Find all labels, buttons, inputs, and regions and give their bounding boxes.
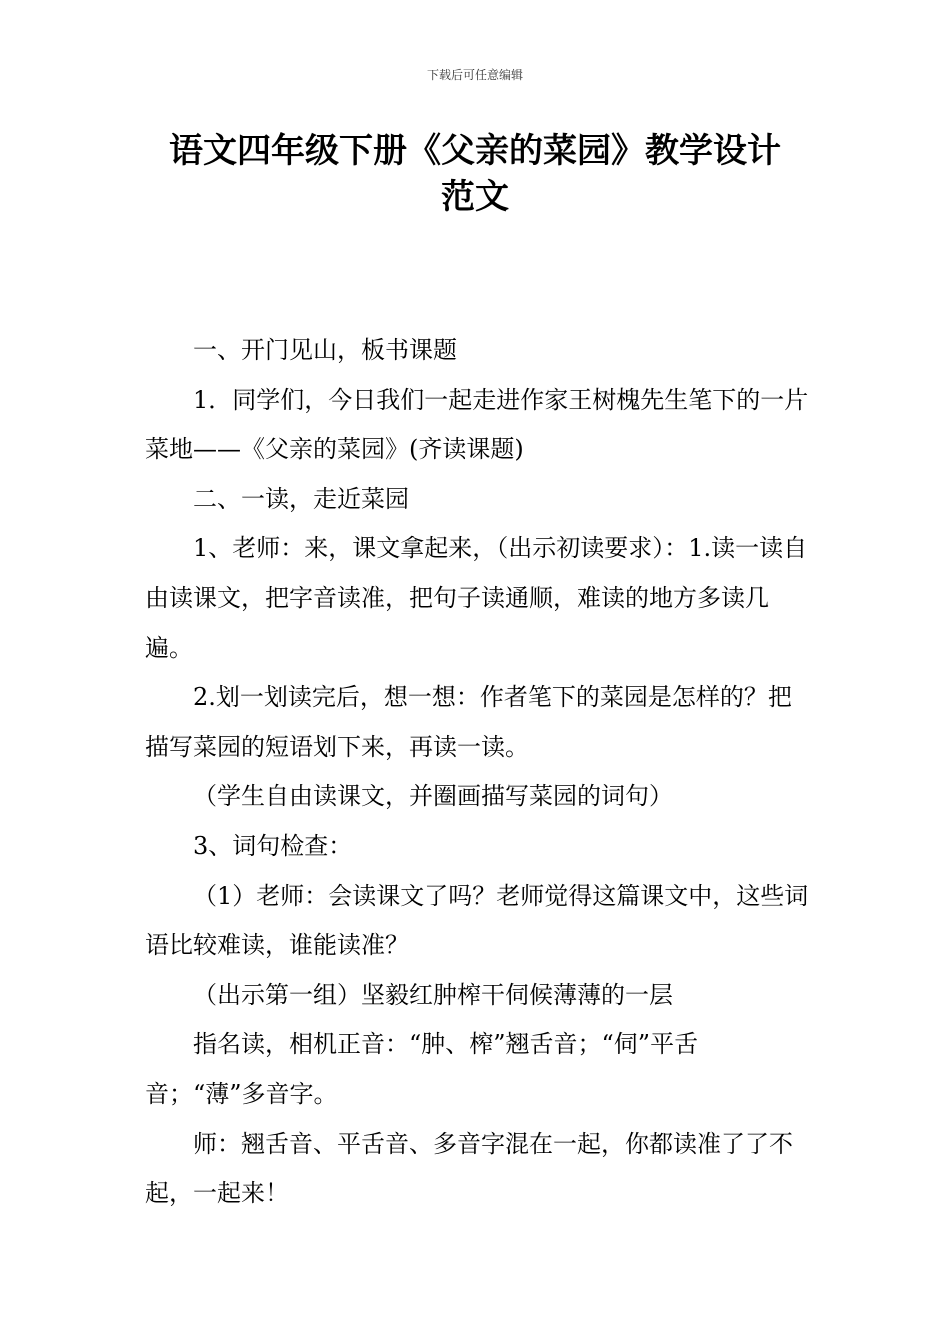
paragraph: （学生自由读课文，并圈画描写菜园的词句） (193, 782, 673, 811)
paragraph: 指名读，相机正音：“肿、榨”翘舌音；“伺”平舌音；“薄”多音字。 (145, 1030, 699, 1108)
paragraph: 2.划一划读完后，想一想：作者笔下的菜园是怎样的？把描写菜园的短语划下来，再读一读。 (145, 683, 792, 761)
paragraph: 一、开门见山，板书课题 (193, 336, 457, 364)
paragraph: 1、老师：来，课文拿起来，（出示初读要求）：1.读一读自由读课文，把字音读准，把句子读通顺，难读的地方多读几遍。 (145, 534, 808, 662)
paragraph: （出示第一组）坚毅红肿榨干伺候薄薄的一层 (193, 980, 673, 1009)
paragraph: 师：翘舌音、平舌音、多音字混在一起，你都读准了了不起，一起来！ (145, 1129, 793, 1208)
paragraph: （1）老师：会读课文了吗？老师觉得这篇课文中，这些词语比较难读，谁能读准？ (145, 881, 809, 960)
title-line-2: 范文 (441, 177, 509, 217)
page-header: 下载后可任意编辑 (426, 68, 523, 82)
document-body (145, 326, 810, 1219)
paragraph: 3、词句检查： (193, 831, 353, 860)
paragraph: 1．同学们，今日我们一起走进作家王树槐先生笔下的一片菜地——《父亲的菜园》(齐读课题) (145, 385, 809, 464)
title-line-1: 语文四年级下册《父亲的菜园》教学设计 (169, 131, 781, 171)
paragraph: 二、一读，走近菜园 (193, 484, 409, 513)
document-title (120, 128, 830, 220)
